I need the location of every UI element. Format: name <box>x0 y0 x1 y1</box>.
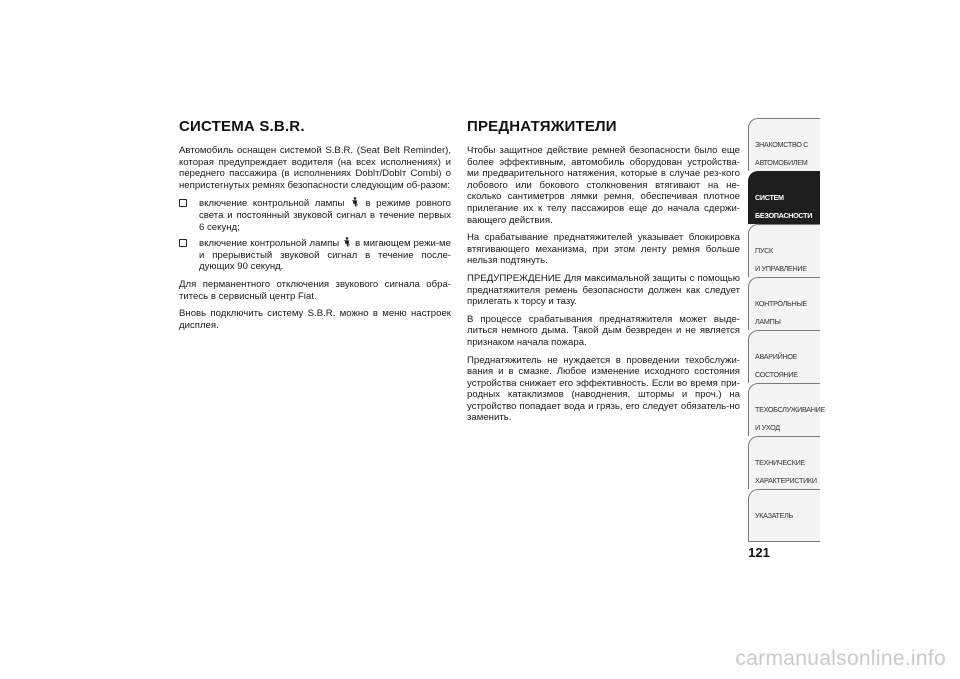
tab-label: ТЕХОБСЛУЖИВАНИЕ И УХОД <box>755 405 826 432</box>
tab-starting-driving[interactable] <box>748 224 820 277</box>
bullet-text-before: включение контрольной лампы <box>199 238 340 250</box>
bullet-text-after: в мигающем режи-ме и прерывистый звуковой сигнал в течение после-дующих 90 секунд. <box>199 238 451 273</box>
tab-safety[interactable] <box>748 171 820 224</box>
sbr-bullet-list <box>179 197 451 273</box>
tab-intro[interactable] <box>748 118 820 171</box>
left-column <box>179 118 451 337</box>
sbr-bullet-item <box>179 237 451 273</box>
tab-warning-lights[interactable] <box>748 277 820 330</box>
page-number: 121 <box>748 545 770 560</box>
checkbox-square-icon <box>179 239 187 247</box>
pretensioners-warning: ПРЕДУПРЕЖДЕНИЕ Для максимальной защиты с помощью преднатяжителя ремень безопасности должен как следует прилегать к торсу и тазу. <box>467 272 740 308</box>
tab-label: УКАЗАТЕЛЬ <box>755 511 793 520</box>
sbr-intro: Автомобиль оснащен системой S.B.R. (Seat Belt Reminder), которая предупреждает водителя (на всех исполнениях) и переднего пассажира (в исполнениях Doblт/Doblт Combi) о непристегнутых ремнях безопасности следующим об-разом: <box>179 145 451 191</box>
pretensioners-paragraph: На срабатывание преднатяжителей указывает блокировка втягивающего механизма, при этом ленту ремня больше нельзя подтянуть. <box>467 232 740 267</box>
checkbox-square-icon <box>179 199 187 207</box>
section-tabs <box>748 118 826 542</box>
tab-label: ТЕХНИЧЕСКИЕ ХАРАКТЕРИСТИКИ <box>755 458 817 485</box>
tab-index[interactable] <box>748 489 820 542</box>
tab-label: СИСТЕМ БЕЗОПАСНОСТИ <box>755 193 813 220</box>
bullet-text-before: включение контрольной лампы <box>199 198 345 210</box>
tab-emergency[interactable] <box>748 330 820 383</box>
sbr-disable-note: Для перманентного отключения звукового сигнала обра-титесь в сервисный центр Fiat. <box>179 278 451 302</box>
seatbelt-warning-icon <box>343 237 351 247</box>
right-column <box>467 118 740 430</box>
sbr-bullet-item <box>179 197 451 233</box>
sbr-title: СИСТЕМА S.B.R. <box>179 118 305 135</box>
pretensioners-title: ПРЕДНАТЯЖИТЕЛИ <box>467 118 617 135</box>
pretensioners-paragraph: В процессе срабатывания преднатяжителя может выде-литься немного дыма. Такой дым безвреден и не является признаком начала пожара. <box>467 313 740 348</box>
tab-label: АВАРИЙНОЕ СОСТОЯНИЕ <box>755 352 798 379</box>
tab-label: ЗНАКОМСТВО С АВТОМОБИЛЕМ <box>755 140 809 167</box>
watermark: carmanualsonline.info <box>735 647 946 670</box>
pretensioners-paragraph: Преднатяжитель не нуждается в проведении техобслужи-вания и в смазке. Любое изменение исходного состояния устройства снижает его эффективность. Если во время при-родных катаклизмов (наводнения, штормы и проч.) на устройство попадает вода и грязь, его следует обязатель-но заменить. <box>467 354 740 424</box>
bullet-text-after: в режиме ровного света и постоянный звуковой сигнал в течение первых 6 секунд; <box>199 198 451 233</box>
tab-label: ПУСК И УПРАВЛЕНИЕ <box>755 246 807 273</box>
pretensioners-paragraph: Чтобы защитное действие ремней безопасности было еще более эффективным, автомобиль оборудован устройства-ми предварительного натяжения, которые в случае рез-кого лобового или бокового столкновения втягивают на не-сколько сантиметров лямки ремня, обеспечивая плотное прилегание их к телу пассажиров еще до начала сдержи-вающего действия. <box>467 145 740 226</box>
tab-label: КОНТРОЛЬНЫЕ ЛАМПЫ <box>755 299 807 326</box>
seatbelt-warning-icon <box>351 197 359 207</box>
tab-maintenance[interactable] <box>748 383 826 436</box>
tab-technical-specs[interactable] <box>748 436 820 489</box>
sbr-reenable-note: Вновь подключить систему S.B.R. можно в меню настроек дисплея. <box>179 308 451 331</box>
